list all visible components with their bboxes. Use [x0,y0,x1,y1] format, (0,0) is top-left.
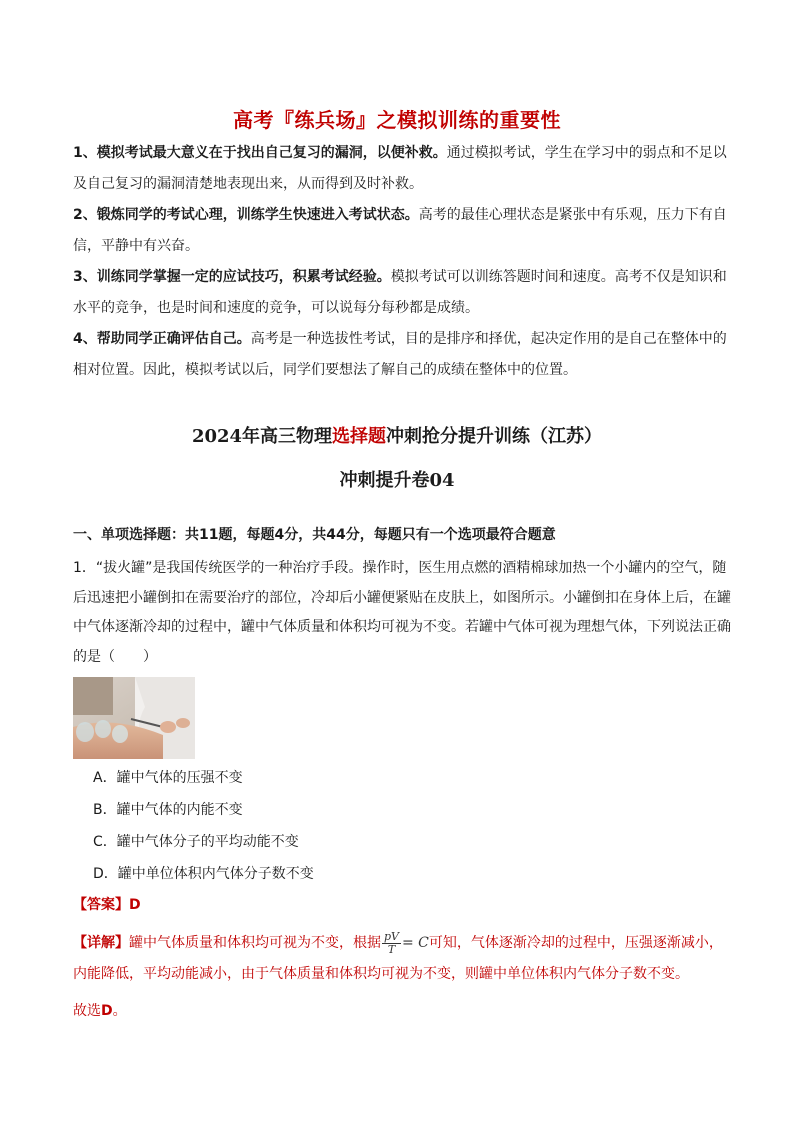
intro-item: 4、帮助同学正确评估自己。高考是一种选拔性考试，目的是排序和择优，起决定作用的是自己在整体中的相对位置。因此，模拟考试以后，同学们要想法了解自己的成绩在整体中的位置。 [73,331,727,378]
option-b: B．罐中气体的内能不变 [93,802,243,818]
header-title: 高考『练兵场』之模拟训练的重要性 [233,108,561,132]
intro-item: 2、锻炼同学的考试心理，训练学生快速进入考试状态。高考的最佳心理状态是紧张中有乐观，压力下有自信，平静中有兴奋。 [73,207,727,254]
paper-title: 2024年高三物理选择题冲刺抢分提升训练（江苏） [191,426,603,447]
answer: 【答案】D [73,897,141,913]
option-c: C．罐中气体分子的平均动能不变 [93,834,299,850]
option-d: D．罐中单位体积内气体分子数不变 [93,866,314,882]
option-a: A．罐中气体的压强不变 [93,770,243,786]
cupping-photo [73,677,195,759]
conclusion: 故选D。 [73,1003,127,1019]
explanation: 【详解】罐中气体质量和体积均可视为不变，根据 $\frac{pV}{T}$ = C可知，气体逐渐冷却的过程中，压强逐渐减小，内能降低，平均动能减小，由于气体质量和体积均可视为不变，则罐中单位体积内气体分子数不变。 [73,929,723,982]
formula-fraction: $\frac{pV}{T}$ [384,929,399,956]
intro-list [73,138,733,386]
option-list [93,765,314,893]
intro-item: 1、模拟考试最大意义在于找出自己复习的漏洞，以便补救。通过模拟考试，学生在学习中的弱点和不足以及自己复习的漏洞清楚地表现出来，从而得到及时补救。 [73,145,727,192]
section-heading: 一、单项选择题：共11题，每题4分，共44分，每题只有一个选项最符合题意 [73,527,556,543]
question-stem: 1．“拔火罐”是我国传统医学的一种治疗手段。操作时，医生用点燃的酒精棉球加热一个小罐内的空气，随后迅速把小罐倒扣在需要治疗的部位，冷却后小罐便紧贴在皮肤上，如图所示。小罐倒扣在身体上后，在罐中气体逐渐冷却的过程中，罐中气体质量和体积均可视为不变。若罐中气体可视为理想气体，下列说法正确的是（ ） [73,560,731,665]
paper-subtitle: 冲刺提升卷04 [339,470,455,491]
intro-item: 3、训练同学掌握一定的应试技巧，积累考试经验。模拟考试可以训练答题时间和速度。高考不仅是知识和水平的竞争，也是时间和速度的竞争，可以说每分每秒都是成绩。 [73,269,727,316]
